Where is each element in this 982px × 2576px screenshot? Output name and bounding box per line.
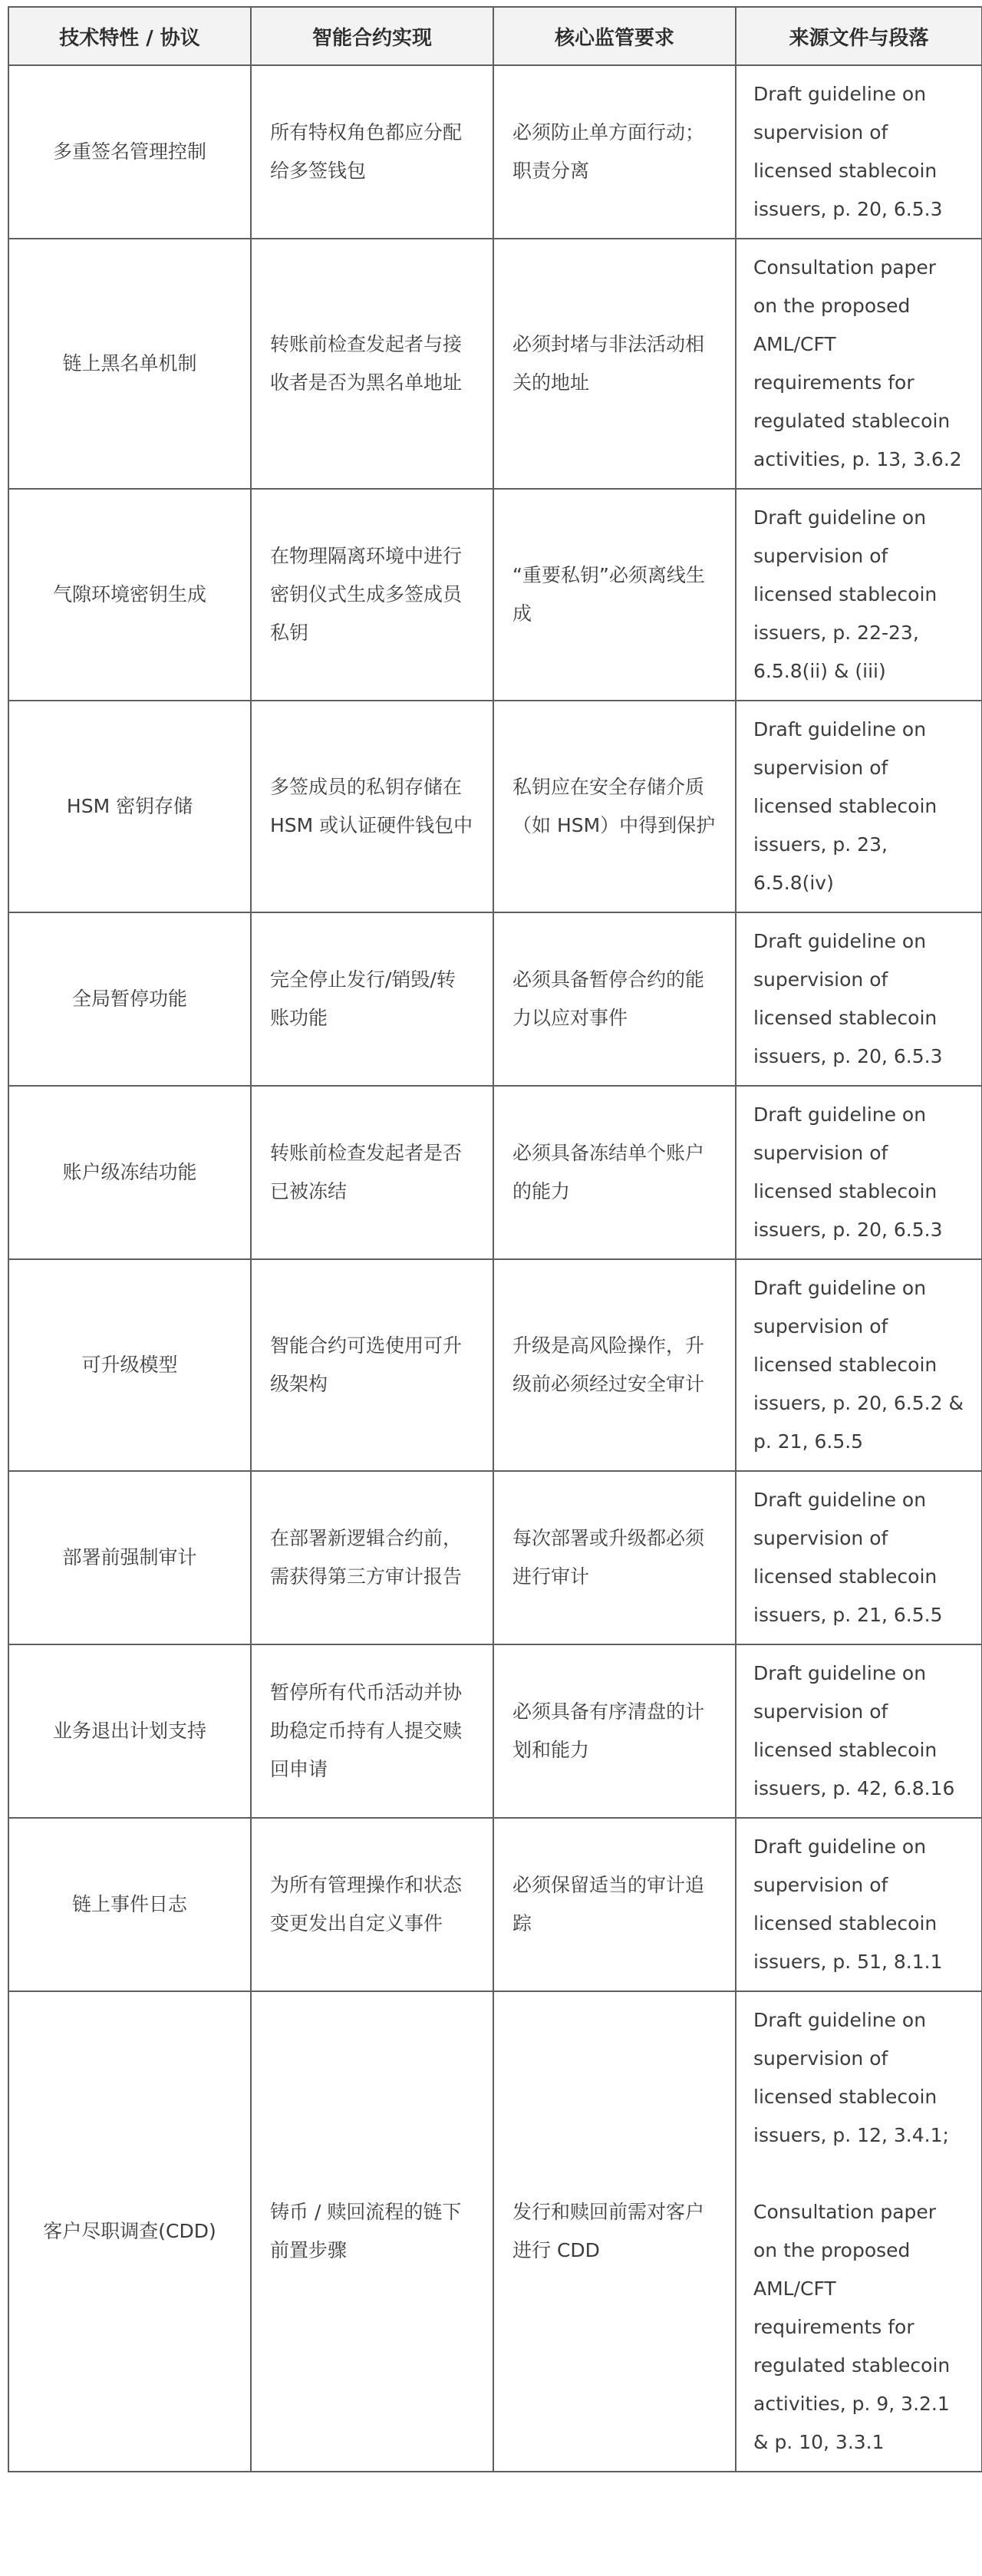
source-cell	[736, 1086, 982, 1259]
source-cell	[736, 1259, 982, 1471]
requirement-cell: 每次部署或升级都必须进行审计	[493, 1471, 736, 1644]
requirement-cell: 必须具备暂停合约的能力以应对事件	[493, 912, 736, 1086]
source-cell	[736, 1471, 982, 1644]
source-paragraph: Draft guideline on supervision of licensed stablecoin issuers, p. 12, 3.4.1;	[753, 2009, 949, 2146]
source-cell	[736, 912, 982, 1086]
table-row	[8, 1644, 982, 1818]
paragraph-gap	[753, 2155, 966, 2193]
implementation-cell: 暂停所有代币活动并协助稳定币持有人提交赎回申请	[251, 1644, 493, 1818]
feature-cell: 链上事件日志	[8, 1818, 251, 1991]
implementation-cell: 为所有管理操作和状态变更发出自定义事件	[251, 1818, 493, 1991]
source-cell	[736, 239, 982, 489]
source-cell	[736, 489, 982, 701]
source-paragraph: Draft guideline on supervision of licensed stablecoin issuers, p. 20, 6.5.3	[753, 1103, 943, 1241]
table-row	[8, 65, 982, 239]
implementation-cell: 转账前检查发起者与接收者是否为黑名单地址	[251, 239, 493, 489]
source-paragraph: Draft guideline on supervision of licensed stablecoin issuers, p. 20, 6.5.3	[753, 930, 943, 1067]
header-feature: 技术特性 / 协议	[8, 7, 251, 65]
feature-cell: 全局暂停功能	[8, 912, 251, 1086]
feature-cell: 账户级冻结功能	[8, 1086, 251, 1259]
table-body	[8, 65, 982, 2472]
feature-cell: 多重签名管理控制	[8, 65, 251, 239]
source-cell	[736, 65, 982, 239]
source-paragraph: Draft guideline on supervision of licensed stablecoin issuers, p. 22-23, 6.5.8(ii) & (iii)	[753, 506, 938, 682]
table-row	[8, 1991, 982, 2472]
implementation-cell: 完全停止发行/销毁/转账功能	[251, 912, 493, 1086]
table-row	[8, 1259, 982, 1471]
requirement-cell: 必须封堵与非法活动相关的地址	[493, 239, 736, 489]
implementation-cell: 在物理隔离环境中进行密钥仪式生成多签成员私钥	[251, 489, 493, 701]
feature-cell: 链上黑名单机制	[8, 239, 251, 489]
regulation-table	[8, 6, 982, 2472]
requirement-cell: 必须保留适当的审计追踪	[493, 1818, 736, 1991]
source-paragraph: Draft guideline on supervision of licensed stablecoin issuers, p. 20, 6.5.2 & p. 21, 6.5.5	[753, 1277, 964, 1453]
header-requirement: 核心监管要求	[493, 7, 736, 65]
requirement-cell: 私钥应在安全存储介质（如 HSM）中得到保护	[493, 701, 736, 912]
source-cell	[736, 701, 982, 912]
feature-cell: 客户尽职调查(CDD)	[8, 1991, 251, 2472]
requirement-cell: 必须具备有序清盘的计划和能力	[493, 1644, 736, 1818]
table-row	[8, 1086, 982, 1259]
implementation-cell: 智能合约可选使用可升级架构	[251, 1259, 493, 1471]
source-paragraph: Draft guideline on supervision of licensed stablecoin issuers, p. 20, 6.5.3	[753, 83, 943, 220]
requirement-cell: 发行和赎回前需对客户进行 CDD	[493, 1991, 736, 2472]
source-cell	[736, 1644, 982, 1818]
source-paragraph: Draft guideline on supervision of licensed stablecoin issuers, p. 42, 6.8.16	[753, 1662, 955, 1799]
table-row	[8, 489, 982, 701]
source-paragraph: Draft guideline on supervision of licensed stablecoin issuers, p. 23, 6.5.8(iv)	[753, 718, 938, 894]
header-implementation: 智能合约实现	[251, 7, 493, 65]
source-cell	[736, 1818, 982, 1991]
table-row	[8, 701, 982, 912]
feature-cell: HSM 密钥存储	[8, 701, 251, 912]
table-row	[8, 1818, 982, 1991]
feature-cell: 可升级模型	[8, 1259, 251, 1471]
feature-cell: 业务退出计划支持	[8, 1644, 251, 1818]
implementation-cell: 在部署新逻辑合约前，需获得第三方审计报告	[251, 1471, 493, 1644]
source-paragraph: Consultation paper on the proposed AML/CFT requirements for regulated stablecoin activities, p. 9, 3.2.1 & p. 10, 3.3.1	[753, 2201, 951, 2453]
table-row	[8, 1471, 982, 1644]
table-header-row	[8, 7, 982, 65]
regulation-table-container	[8, 6, 981, 2472]
source-cell	[736, 1991, 982, 2472]
implementation-cell: 多签成员的私钥存储在 HSM 或认证硬件钱包中	[251, 701, 493, 912]
feature-cell: 部署前强制审计	[8, 1471, 251, 1644]
implementation-cell: 所有特权角色都应分配给多签钱包	[251, 65, 493, 239]
header-source: 来源文件与段落	[736, 7, 982, 65]
source-paragraph: Consultation paper on the proposed AML/CFT requirements for regulated stablecoin activities, p. 13, 3.6.2	[753, 256, 962, 470]
table-row	[8, 239, 982, 489]
table-row	[8, 912, 982, 1086]
source-paragraph: Draft guideline on supervision of licensed stablecoin issuers, p. 21, 6.5.5	[753, 1489, 943, 1626]
source-paragraph: Draft guideline on supervision of licensed stablecoin issuers, p. 51, 8.1.1	[753, 1836, 943, 1973]
feature-cell: 气隙环境密钥生成	[8, 489, 251, 701]
requirement-cell: 升级是高风险操作，升级前必须经过安全审计	[493, 1259, 736, 1471]
implementation-cell: 铸币 / 赎回流程的链下前置步骤	[251, 1991, 493, 2472]
requirement-cell: “重要私钥”必须离线生成	[493, 489, 736, 701]
requirement-cell: 必须防止单方面行动；职责分离	[493, 65, 736, 239]
implementation-cell: 转账前检查发起者是否已被冻结	[251, 1086, 493, 1259]
requirement-cell: 必须具备冻结单个账户的能力	[493, 1086, 736, 1259]
